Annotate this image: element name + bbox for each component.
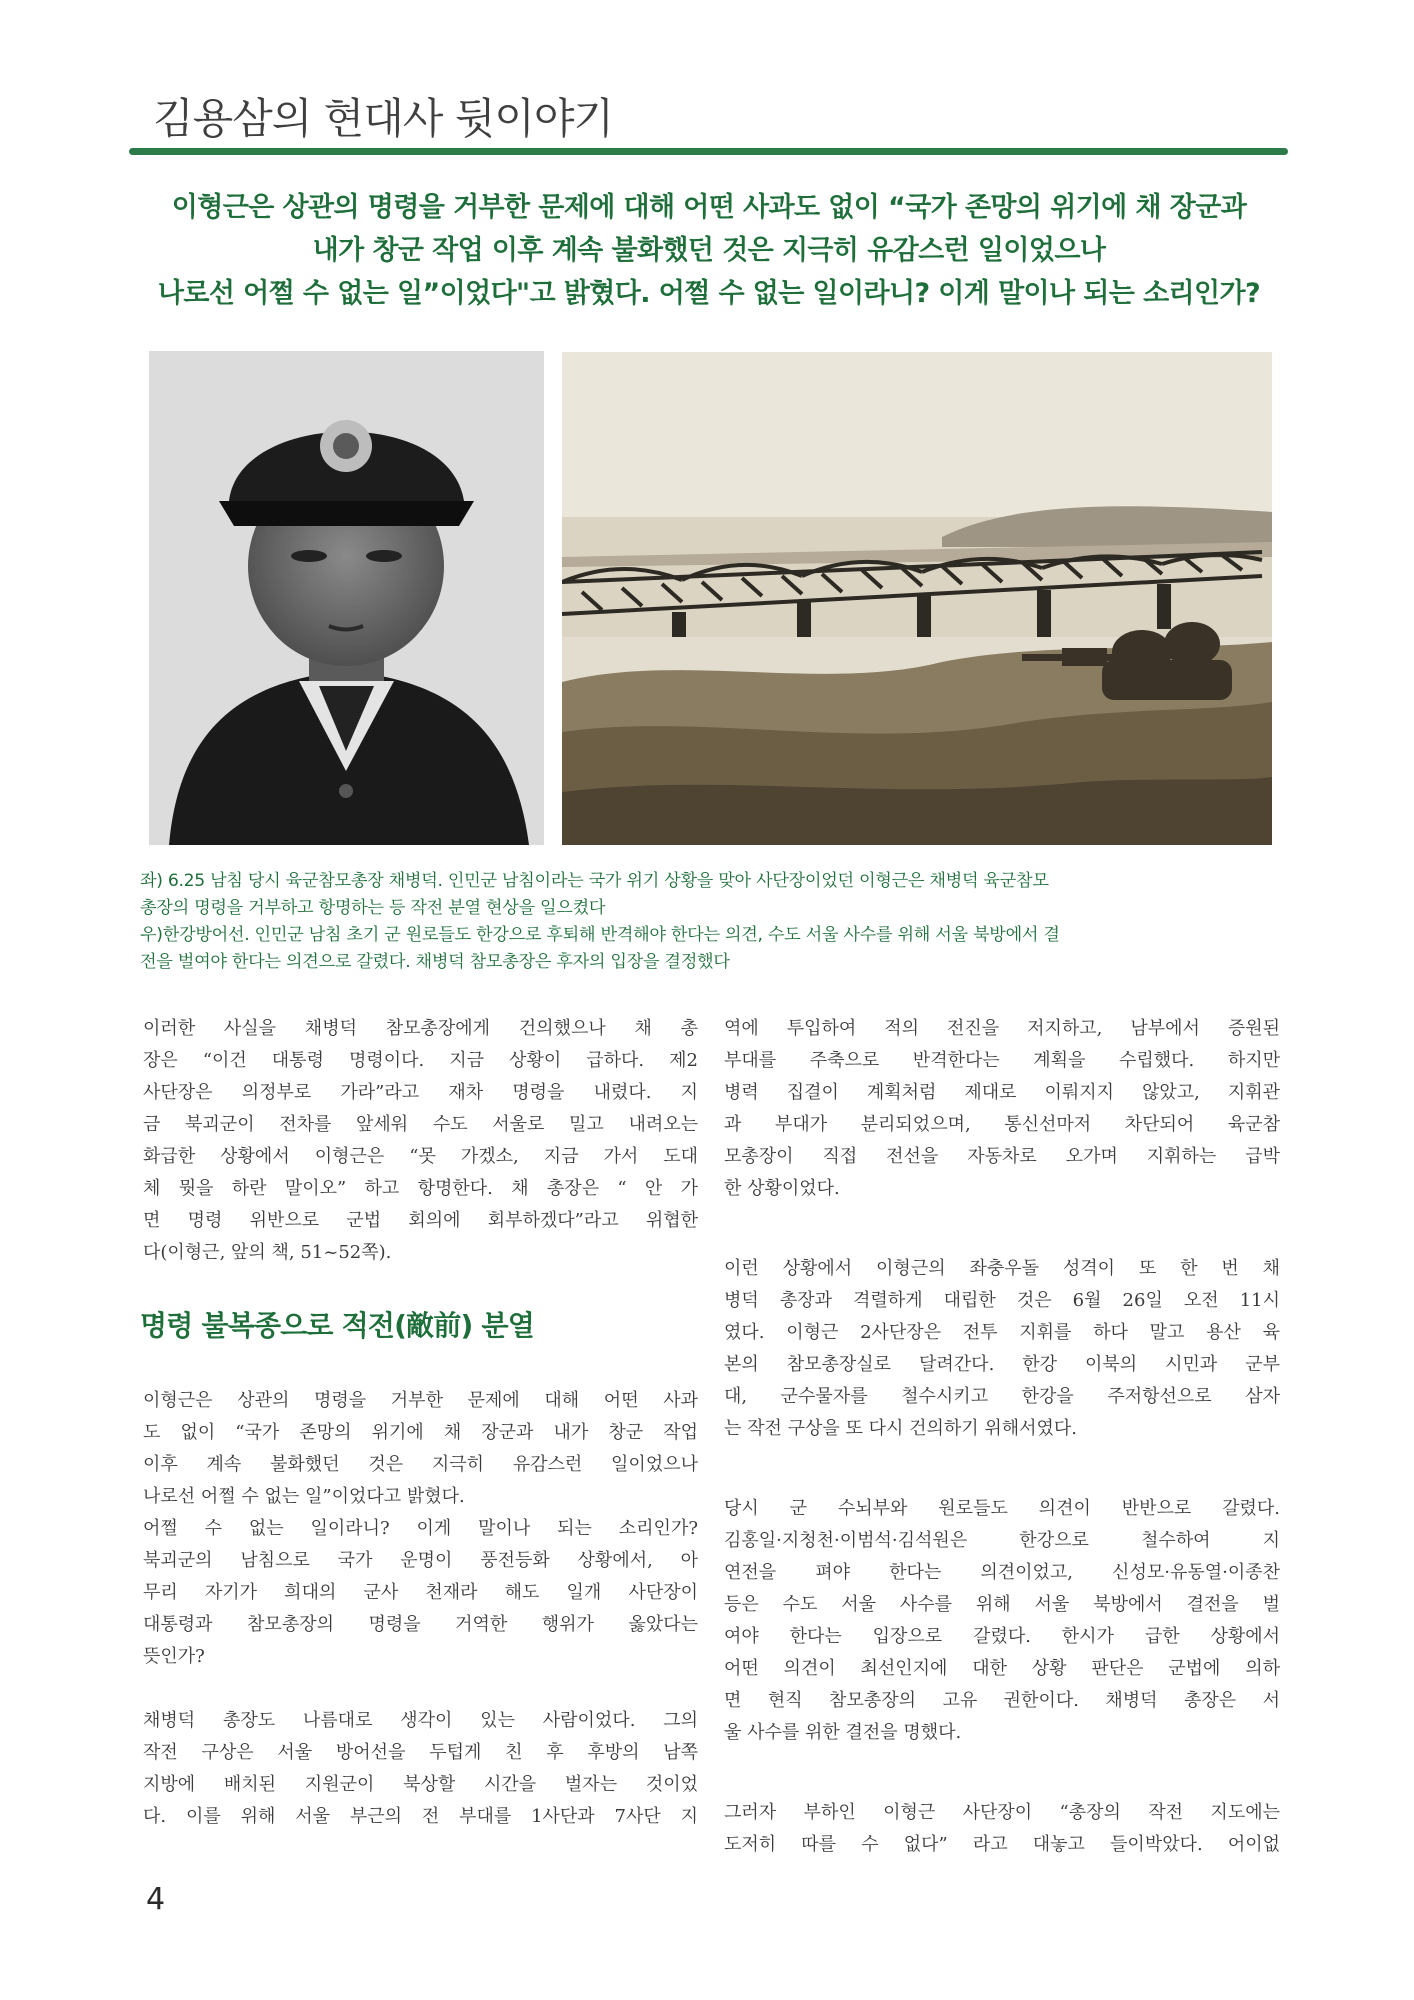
caption-line: 전을 벌여야 한다는 의견으로 갈렸다. 채병덕 참모총장은 후자의 입장을 결정했다 <box>140 952 730 972</box>
text-line: 본의 참모총장실로 달려간다. 한강 이북의 시민과 군부 <box>724 1354 1280 1375</box>
text-line: 지방에 배치된 지원군이 북상할 시간을 벌자는 것이었 <box>143 1774 698 1795</box>
magazine-section-title: 김용삼의 현대사 뒷이야기 <box>153 94 613 143</box>
text-line: 부대를 주축으로 반격한다는 계획을 수립했다. 하지만 <box>724 1050 1280 1071</box>
text-line: 채병덕 총장도 나름대로 생각이 있는 사람이었다. 그의 <box>143 1710 698 1731</box>
text-line: 작전 구상은 서울 방어선을 두텁게 친 후 후방의 남쪽 <box>143 1742 698 1763</box>
right-column <box>724 1013 1280 1861</box>
pull-quote-line: 나로선 어쩔 수 없는 일”이었다"고 밝혔다. 어쩔 수 없는 일이라니? 이게 말이나 되는 소리인가? <box>157 278 1261 309</box>
caption-line: 우)한강방어선. 인민군 남침 초기 군 원로들도 한강으로 후퇴해 반격해야 한다는 의견, 수도 서울 사수를 위해 서울 북방에서 결 <box>140 925 1060 945</box>
text-line: 나로선 어쩔 수 없는 일”이었다고 밝혔다. <box>143 1486 465 1507</box>
text-line: 무리 자기가 희대의 군사 천재라 해도 일개 사단장이 <box>143 1582 698 1603</box>
text-line: 연전을 펴야 한다는 의견이었고, 신성모·유동열·이종찬 <box>724 1562 1280 1583</box>
paragraph <box>724 1253 1280 1445</box>
text-line: 등은 수도 서울 사수를 위해 서울 북방에서 결전을 벌 <box>724 1594 1280 1615</box>
text-line: 모총장이 직접 전선을 자동차로 오가며 지휘하는 급박 <box>724 1146 1280 1167</box>
caption-line: 총장의 명령을 거부하고 항명하는 등 작전 분열 현상을 일으켰다 <box>140 898 606 918</box>
left-column <box>143 1013 698 1833</box>
han-river-bridge-photo <box>562 352 1272 845</box>
text-line: 다. 이를 위해 서울 부근의 전 부대를 1사단과 7사단 지 <box>143 1806 698 1827</box>
text-line: 병덕 총장과 격렬하게 대립한 것은 6월 26일 오전 11시 <box>724 1290 1280 1311</box>
text-line: 당시 군 수뇌부와 원로들도 의견이 반반으로 갈렸다. <box>724 1498 1280 1519</box>
text-line: 장은 “이건 대통령 명령이다. 지금 상황이 급하다. 제2 <box>143 1050 698 1071</box>
pull-quote-line: 내가 창군 작업 이후 계속 불화했던 것은 지극히 유감스런 일이었으나 <box>312 235 1106 266</box>
text-line: 사단장은 의정부로 가라”라고 재차 명령을 내렸다. 지 <box>143 1082 698 1103</box>
text-line: 였다. 이형근 2사단장은 전투 지휘를 하다 말고 용산 육 <box>724 1322 1280 1343</box>
text-line: 이런 상황에서 이형근의 좌충우돌 성격이 또 한 번 채 <box>724 1258 1280 1279</box>
text-line: 체 뭣을 하란 말이오” 하고 항명한다. 채 총장은 “ 안 가 <box>143 1178 698 1199</box>
text-line: 어떤 의견이 최선인지에 대한 상황 판단은 군법에 의하 <box>724 1658 1280 1679</box>
portrait-photo <box>149 351 544 845</box>
text-line: 대, 군수물자를 철수시키고 한강을 주저항선으로 삼자 <box>724 1386 1280 1407</box>
paragraph <box>143 1385 698 1513</box>
paragraph <box>724 1493 1280 1749</box>
text-line: 역에 투입하여 적의 전진을 저지하고, 남부에서 증원된 <box>724 1018 1280 1039</box>
text-line: 면 명령 위반으로 군법 회의에 회부하겠다”라고 위협한 <box>143 1210 698 1231</box>
text-line: 어쩔 수 없는 일이라니? 이게 말이나 되는 소리인가? <box>143 1518 698 1539</box>
text-line: 그러자 부하인 이형근 사단장이 “총장의 작전 지도에는 <box>724 1802 1280 1823</box>
text-line: 여야 한다는 입장으로 갈렸다. 한시가 급한 상황에서 <box>724 1626 1280 1647</box>
text-line: 과 부대가 분리되었으며, 통신선마저 차단되어 육군참 <box>724 1114 1280 1135</box>
photo-caption <box>140 868 1280 976</box>
text-line: 울 사수를 위한 결전을 명했다. <box>724 1722 962 1743</box>
text-line: 도저히 따를 수 없다” 라고 대놓고 들이박았다. 어이없 <box>724 1834 1280 1855</box>
text-line: 금 북괴군이 전차를 앞세워 수도 서울로 밀고 내려오는 <box>143 1114 698 1135</box>
text-line: 북괴군의 남침으로 국가 운명이 풍전등화 상황에서, 아 <box>143 1550 698 1571</box>
caption-line: 좌) 6.25 남침 당시 육군참모총장 채병덕. 인민군 남침이라는 국가 위기 상황을 맞아 사단장이었던 이형근은 채병덕 육군참모 <box>140 871 1049 891</box>
text-line: 이러한 사실을 채병덕 참모총장에게 건의했으나 채 총 <box>143 1018 698 1039</box>
text-line: 대통령과 참모총장의 명령을 거역한 행위가 옳았다는 <box>143 1614 698 1635</box>
text-line: 다(이형근, 앞의 책, 51~52쪽). <box>143 1242 392 1263</box>
text-line: 뜻인가? <box>143 1646 205 1667</box>
paragraph <box>143 1705 698 1833</box>
page-number: 4 <box>146 1882 166 1917</box>
text-line: 이후 계속 불화했던 것은 지극히 유감스런 일이었으나 <box>143 1454 698 1475</box>
paragraph <box>143 1513 698 1673</box>
paragraph <box>724 1013 1280 1205</box>
text-line: 이형근은 상관의 명령을 거부한 문제에 대해 어떤 사과 <box>143 1390 698 1411</box>
pull-quote-line: 이형근은 상관의 명령을 거부한 문제에 대해 어떤 사과도 없이 “국가 존망의 위기에 채 장군과 <box>171 192 1247 223</box>
paragraph <box>724 1797 1280 1861</box>
paragraph <box>143 1013 698 1269</box>
header-divider <box>129 148 1288 155</box>
section-heading: 명령 불복종으로 적전(敵前) 분열 <box>140 1309 534 1342</box>
text-line: 도 없이 “국가 존망의 위기에 채 장군과 내가 창군 작업 <box>143 1422 698 1443</box>
text-line: 화급한 상황에서 이형근은 “못 가겠소, 지금 가서 도대 <box>143 1146 698 1167</box>
text-line: 는 작전 구상을 또 다시 건의하기 위해서였다. <box>724 1418 1078 1439</box>
text-line: 병력 집결이 계획처럼 제대로 이뤄지지 않았고, 지휘관 <box>724 1082 1280 1103</box>
bridge-illustration <box>562 352 1272 845</box>
text-line: 김홍일·지청천·이범석·김석원은 한강으로 철수하여 지 <box>724 1530 1280 1551</box>
text-line: 면 현직 참모총장의 고유 권한이다. 채병덕 총장은 서 <box>724 1690 1280 1711</box>
portrait-illustration <box>149 351 544 845</box>
text-line: 한 상황이었다. <box>724 1178 840 1199</box>
pull-quote <box>120 186 1298 315</box>
